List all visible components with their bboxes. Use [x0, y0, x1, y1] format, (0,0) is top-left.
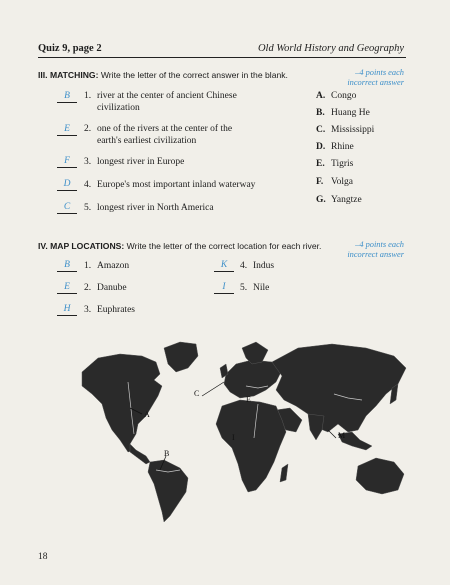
answer-text: E — [64, 124, 70, 134]
section-4-points — [347, 240, 404, 259]
option-letter: G. — [316, 195, 326, 205]
section-3-instructions: Write the letter of the correct answer in the blank. — [98, 70, 288, 80]
option-d — [316, 142, 354, 152]
map-label-m: M — [338, 431, 346, 440]
points-line-1: –4 points each — [355, 68, 404, 77]
section-3-title — [38, 70, 288, 80]
section-4-title — [38, 241, 321, 251]
map-label-e: E — [246, 395, 251, 404]
map-label-c: C — [194, 389, 200, 398]
answer-text: D — [63, 179, 71, 189]
question-line: civilization — [97, 102, 140, 113]
answer-blank[interactable] — [57, 283, 77, 294]
australia-shape — [356, 458, 404, 494]
answer-text: H — [63, 304, 71, 314]
map-label-i: I — [232, 433, 235, 442]
answer-blank[interactable] — [214, 261, 234, 272]
madagascar-shape — [280, 464, 288, 482]
question-text — [97, 91, 237, 114]
europe-shape — [224, 360, 282, 398]
option-letter: A. — [316, 91, 326, 101]
map-label-b: B — [164, 449, 170, 458]
africa-shape — [216, 400, 286, 492]
option-name: Tigris — [331, 159, 354, 169]
answer-text: B — [64, 91, 70, 101]
option-g — [316, 195, 362, 205]
answer-blank[interactable] — [57, 157, 77, 168]
question-number: 1. — [84, 261, 92, 271]
option-letter: B. — [316, 108, 325, 118]
question-text: Nile — [253, 283, 270, 293]
option-name: Volga — [331, 177, 353, 187]
answer-blank[interactable] — [57, 125, 77, 136]
question-text: Indus — [253, 261, 275, 271]
option-letter: D. — [316, 142, 326, 152]
option-name: Congo — [331, 91, 357, 101]
question-number: 4. — [84, 180, 92, 190]
section-4-instructions: Write the letter of the correct location for each river. — [124, 241, 322, 251]
india-shape — [308, 414, 324, 440]
answer-blank[interactable] — [57, 180, 77, 191]
quiz-title: Quiz 9, page 2 — [38, 43, 102, 54]
question-text: Danube — [97, 283, 127, 293]
header-rule — [38, 57, 406, 58]
question-text: longest river in North America — [97, 203, 214, 213]
question-text: Euphrates — [97, 305, 135, 315]
answer-blank[interactable] — [57, 261, 77, 272]
question-number: 5. — [84, 203, 92, 213]
option-name: Mississippi — [331, 125, 375, 135]
question-number: 3. — [84, 305, 92, 315]
question-text: Europe's most important inland waterway — [97, 180, 256, 190]
question-number: 1. — [84, 91, 92, 101]
option-a — [316, 91, 356, 101]
option-letter: F. — [316, 177, 324, 187]
points-line-1: –4 points each — [355, 240, 404, 249]
map-label-a: A — [144, 410, 150, 419]
question-line: earth's earliest civilization — [97, 135, 197, 146]
answer-blank[interactable] — [57, 92, 77, 103]
question-number: 2. — [84, 124, 92, 134]
answer-text: C — [63, 202, 71, 212]
world-map — [76, 334, 410, 524]
question-text: longest river in Europe — [97, 157, 185, 167]
question-line: one of the rivers at the center of the — [97, 124, 233, 134]
section-4-label: IV. MAP LOCATIONS: — [38, 241, 125, 251]
landmasses — [82, 342, 406, 522]
north-america-shape — [82, 354, 162, 452]
option-b — [316, 108, 370, 118]
course-title: Old World History and Geography — [257, 43, 404, 54]
answer-blank[interactable] — [214, 283, 234, 294]
question-line: river at the center of ancient Chinese — [97, 91, 237, 101]
south-america-shape — [148, 460, 188, 522]
question-number: 2. — [84, 283, 92, 293]
question-number: 5. — [240, 283, 248, 293]
question-number: 4. — [240, 261, 248, 271]
answer-text: I — [222, 282, 226, 292]
answer-text: K — [220, 260, 228, 270]
answer-text: F — [64, 156, 70, 166]
question-text: Amazon — [97, 261, 130, 271]
option-f — [316, 177, 353, 187]
option-name: Rhine — [331, 142, 354, 152]
section-3-label: III. MATCHING: — [38, 70, 99, 80]
scandinavia-shape — [242, 342, 268, 364]
answer-text: E — [64, 282, 70, 292]
question-number: 3. — [84, 157, 92, 167]
points-line-2: incorrect answer — [347, 77, 404, 87]
page-number: 18 — [38, 552, 48, 562]
option-c — [316, 125, 374, 135]
answer-text: B — [64, 260, 70, 270]
question-text — [97, 124, 232, 147]
greenland-shape — [164, 342, 198, 372]
points-line-2: incorrect answer — [347, 249, 404, 259]
option-letter: C. — [316, 125, 326, 135]
option-letter: E. — [316, 159, 325, 169]
central-america-shape — [130, 444, 150, 464]
option-e — [316, 159, 353, 169]
answer-blank[interactable] — [57, 305, 77, 316]
answer-blank[interactable] — [57, 203, 77, 214]
section-3-points — [347, 68, 404, 87]
option-name: Yangtze — [331, 195, 362, 205]
option-name: Huang He — [331, 108, 370, 118]
